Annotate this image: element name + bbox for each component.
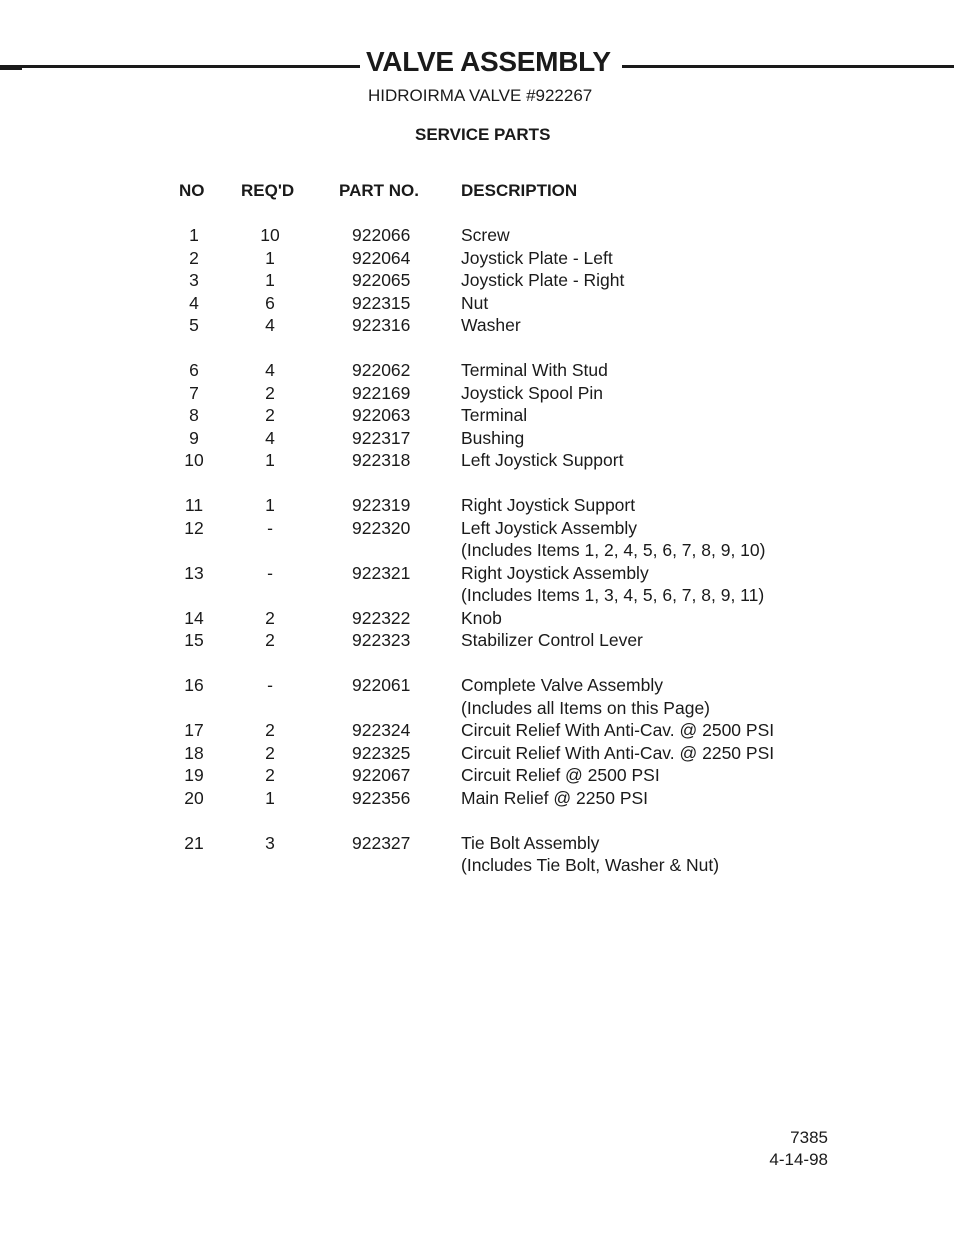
quantity-required: - — [267, 517, 273, 538]
table-row — [0, 720, 954, 742]
item-number: 2 — [189, 247, 199, 268]
item-number: 15 — [184, 630, 204, 650]
quantity-required: 1 — [265, 787, 275, 808]
table-row — [0, 248, 954, 270]
item-number: 14 — [184, 607, 204, 628]
item-number: 3 — [189, 270, 199, 290]
table-row — [0, 495, 954, 517]
table-row — [0, 315, 954, 337]
part-description: Left Joystick Support — [461, 450, 624, 470]
quantity-required: 6 — [265, 292, 275, 313]
part-number: 922327 — [352, 832, 411, 853]
part-number: 922324 — [352, 720, 411, 740]
table-row — [0, 450, 954, 472]
part-description-note: (Includes Items 1, 3, 4, 5, 6, 7, 8, 9, 11) — [461, 585, 765, 605]
column-header-description: DESCRIPTION — [461, 181, 578, 200]
quantity-required: 1 — [265, 247, 275, 268]
title-rule-right — [622, 65, 954, 68]
table-row — [0, 743, 954, 765]
page-footer — [769, 1127, 828, 1171]
document-number: 7385 — [790, 1128, 828, 1147]
part-number: 922356 — [352, 787, 411, 808]
quantity-required: 3 — [265, 832, 275, 853]
quantity-required: 4 — [265, 315, 275, 335]
part-description: Knob — [461, 607, 502, 628]
table-row — [0, 608, 954, 630]
page-subtitle: HIDROIRMA VALVE #922267 — [368, 86, 593, 105]
part-number: 922065 — [352, 270, 411, 290]
quantity-required: - — [267, 562, 273, 583]
table-row — [0, 562, 954, 605]
part-number: 922316 — [352, 315, 411, 335]
title-rule-left — [0, 65, 360, 68]
part-description: Terminal — [461, 405, 528, 425]
table-row — [0, 675, 954, 718]
part-number: 922063 — [352, 405, 411, 425]
item-number: 5 — [189, 315, 199, 335]
part-number: 922066 — [352, 225, 411, 245]
quantity-required: - — [267, 675, 273, 695]
item-number: 20 — [184, 787, 204, 808]
item-number: 9 — [189, 427, 199, 448]
column-header-reqd: REQ'D — [241, 181, 295, 200]
part-description: Tie Bolt Assembly — [461, 832, 600, 853]
quantity-required: 2 — [265, 765, 275, 785]
item-number: 13 — [184, 562, 204, 583]
item-number: 12 — [184, 517, 204, 538]
title-rule-left-tick — [0, 66, 22, 70]
part-description: Complete Valve Assembly — [461, 675, 663, 695]
part-number: 922062 — [352, 360, 411, 380]
item-number: 4 — [189, 292, 199, 313]
column-header-part-no: PART NO. — [339, 181, 419, 200]
part-number: 922061 — [352, 675, 411, 695]
quantity-required: 2 — [265, 607, 275, 628]
quantity-required: 1 — [265, 270, 275, 290]
page-title: VALVE ASSEMBLY — [366, 46, 611, 77]
part-number: 922067 — [352, 765, 411, 785]
part-description-note: (Includes Items 1, 2, 4, 5, 6, 7, 8, 9, 10) — [461, 540, 766, 560]
part-description: Washer — [461, 315, 521, 335]
table-row — [0, 405, 954, 427]
part-description: Stabilizer Control Lever — [461, 630, 643, 650]
document-date: 4-14-98 — [769, 1150, 828, 1169]
part-description: Screw — [461, 225, 510, 245]
quantity-required: 2 — [265, 742, 275, 763]
part-number: 922320 — [352, 517, 411, 538]
table-row — [0, 832, 954, 875]
table-row — [0, 360, 954, 382]
part-number: 922169 — [352, 382, 411, 403]
part-number: 922318 — [352, 450, 411, 470]
part-description: Circuit Relief With Anti-Cav. @ 2250 PSI — [461, 742, 775, 763]
item-number: 11 — [184, 495, 204, 515]
table-row — [0, 788, 954, 810]
item-number: 16 — [184, 675, 204, 695]
quantity-required: 4 — [265, 427, 275, 448]
item-number: 17 — [184, 720, 204, 740]
part-number: 922317 — [352, 427, 411, 448]
table-row — [0, 293, 954, 315]
item-number: 7 — [189, 382, 199, 403]
table-row — [0, 225, 954, 247]
part-description: Circuit Relief @ 2500 PSI — [461, 765, 660, 785]
part-description: Left Joystick Assembly — [461, 517, 638, 538]
part-description: Circuit Relief With Anti-Cav. @ 2500 PSI — [461, 720, 775, 740]
table-row — [0, 765, 954, 787]
table-row — [0, 383, 954, 405]
quantity-required: 2 — [265, 382, 275, 403]
section-heading: SERVICE PARTS — [415, 125, 551, 144]
table-row — [0, 270, 954, 292]
part-number: 922322 — [352, 607, 411, 628]
column-header-no: NO — [179, 181, 205, 200]
quantity-required: 4 — [265, 360, 275, 380]
part-description-note: (Includes Tie Bolt, Washer & Nut) — [461, 855, 720, 875]
part-number: 922323 — [352, 630, 411, 650]
quantity-required: 1 — [265, 450, 275, 470]
table-row — [0, 517, 954, 560]
part-description: Joystick Plate - Right — [461, 270, 625, 290]
part-description: Bushing — [461, 427, 525, 448]
part-number: 922064 — [352, 247, 411, 268]
part-number: 922321 — [352, 562, 411, 583]
quantity-required: 2 — [265, 720, 275, 740]
item-number: 6 — [189, 360, 199, 380]
part-number: 922315 — [352, 292, 411, 313]
part-description: Main Relief @ 2250 PSI — [461, 787, 649, 808]
part-description: Terminal With Stud — [461, 360, 608, 380]
item-number: 1 — [189, 225, 199, 245]
item-number: 19 — [184, 765, 204, 785]
item-number: 8 — [189, 405, 199, 425]
part-number: 922325 — [352, 742, 411, 763]
item-number: 10 — [184, 450, 204, 470]
part-description: Nut — [461, 292, 489, 313]
table-row — [0, 630, 954, 652]
part-number: 922319 — [352, 495, 411, 515]
item-number: 21 — [184, 832, 204, 853]
part-description: Right Joystick Support — [461, 495, 636, 515]
quantity-required: 1 — [265, 495, 275, 515]
part-description: Right Joystick Assembly — [461, 562, 649, 583]
table-row — [0, 428, 954, 450]
part-description-note: (Includes all Items on this Page) — [461, 697, 711, 718]
part-description: Joystick Plate - Left — [461, 247, 613, 268]
item-number: 18 — [184, 742, 204, 763]
quantity-required: 2 — [265, 630, 275, 650]
quantity-required: 10 — [260, 225, 280, 245]
quantity-required: 2 — [265, 405, 275, 425]
part-description: Joystick Spool Pin — [461, 382, 604, 403]
